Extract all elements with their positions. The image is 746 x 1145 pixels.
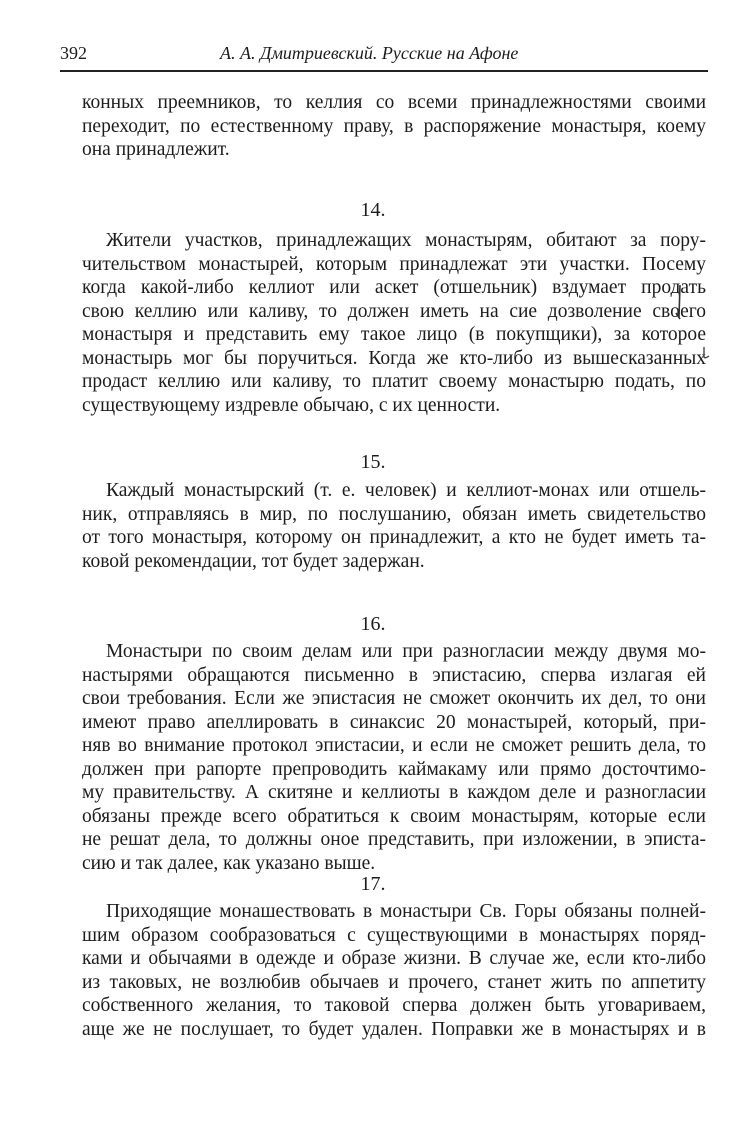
text-line: монастырь мог бы поручиться. Когда же кто-либо из вышесказанных xyxy=(82,347,706,369)
text-line: свои требования. Если же эпистасия не сможет окончить их дел, то они xyxy=(82,688,706,709)
text-line: она принадлежит. xyxy=(82,139,230,160)
text-line: Монастыри по своим делам или при разногласии между двумя мо- xyxy=(106,641,706,662)
text-line: свою келлию или каливу, то должен иметь на сие дозволение своего xyxy=(82,300,706,322)
paragraph xyxy=(82,229,706,417)
section-number: 16. xyxy=(360,613,386,635)
section-number: 17. xyxy=(360,873,386,895)
text-line: сию и так далее, как указано выше. xyxy=(82,852,376,874)
text-line: из таковых, не возлюбив обычаев и прочего, станет жить по аппетиту xyxy=(82,971,706,993)
text-line: от того монастыря, которому он принадлежит, а кто не будет иметь та- xyxy=(82,527,706,548)
paragraph xyxy=(82,91,706,162)
text-line: му правительству. А скитяне и келлиоты в каждом деле и разногласии xyxy=(82,782,706,803)
page-number: 392 xyxy=(60,43,87,63)
paragraph xyxy=(82,900,706,1041)
text-line: обязаны прежде всего обратиться к своим монастырям, которые если xyxy=(82,805,706,827)
text-line: должен при рапорте препроводить каймакаму или прямо досточтимо- xyxy=(82,758,706,780)
text-line: ник, отправляясь в мир, по послушанию, обязан иметь свидетельство xyxy=(82,503,706,525)
section-number: 14. xyxy=(360,199,386,221)
text-line: Приходящие монашествовать в монастыри Св. Горы обязаны полней- xyxy=(106,901,706,922)
text-line: имеют право апеллировать в синаксис 20 монастырей, который, при- xyxy=(82,711,706,733)
paragraph xyxy=(82,479,706,573)
text-line: ками и обычаями в одежде и образе жизни. В случае же, если кто-либо xyxy=(82,948,706,969)
text-line: настырями обращаются письменно в эпистасию, сперва излагая ей xyxy=(82,664,706,686)
paragraph xyxy=(82,640,706,875)
text-line: существующему издревле обычаю, с их ценности. xyxy=(82,394,501,416)
pen-mark-icon xyxy=(672,283,686,323)
text-line: конных преемников, то келлия со всеми принадлежностями своими xyxy=(82,92,706,113)
text-line: продаст келлию или каливу, то платит своему монастырю подать, по xyxy=(82,371,706,392)
text-line: аще же не послушает, то будет удален. Поправки же в монастырях и в xyxy=(82,1018,706,1040)
section-number: 15. xyxy=(360,451,386,473)
text-line: не решат дела, то должны оное представить, при изложении, в эписта- xyxy=(82,829,706,850)
text-line: монастыря и представить ему такое лицо (в покупщики), за которое xyxy=(82,324,706,345)
text-line: Каждый монастырский (т. е. человек) и келлиот-монах или отшель- xyxy=(106,480,706,501)
text-line: няв во внимание протокол эпистасии, и если не сможет решить дела, то xyxy=(82,735,706,756)
running-title: А. А. Дмитриевский. Русские на Афоне xyxy=(220,43,519,63)
text-line: когда какой-либо келлиот или аскет (отшельник) вздумает продать xyxy=(82,277,706,298)
text-line: ковой рекомендации, тот будет задержан. xyxy=(82,550,425,572)
text-line: шим образом сообразоваться с существующими в монастырях поряд- xyxy=(82,924,706,946)
text-line: переходит, по естественному праву, в распоряжение монастыря, коему xyxy=(82,115,706,137)
header-rule xyxy=(60,70,708,72)
text-line: чительством монастырей, которым принадлежат эти участки. Посему xyxy=(82,253,706,275)
text-line: Жители участков, принадлежащих монастырям, обитают за пору- xyxy=(106,230,706,251)
text-line: собственного желания, то таковой сперва должен быть уговариваем, xyxy=(82,995,706,1016)
pen-mark-icon xyxy=(700,344,712,362)
